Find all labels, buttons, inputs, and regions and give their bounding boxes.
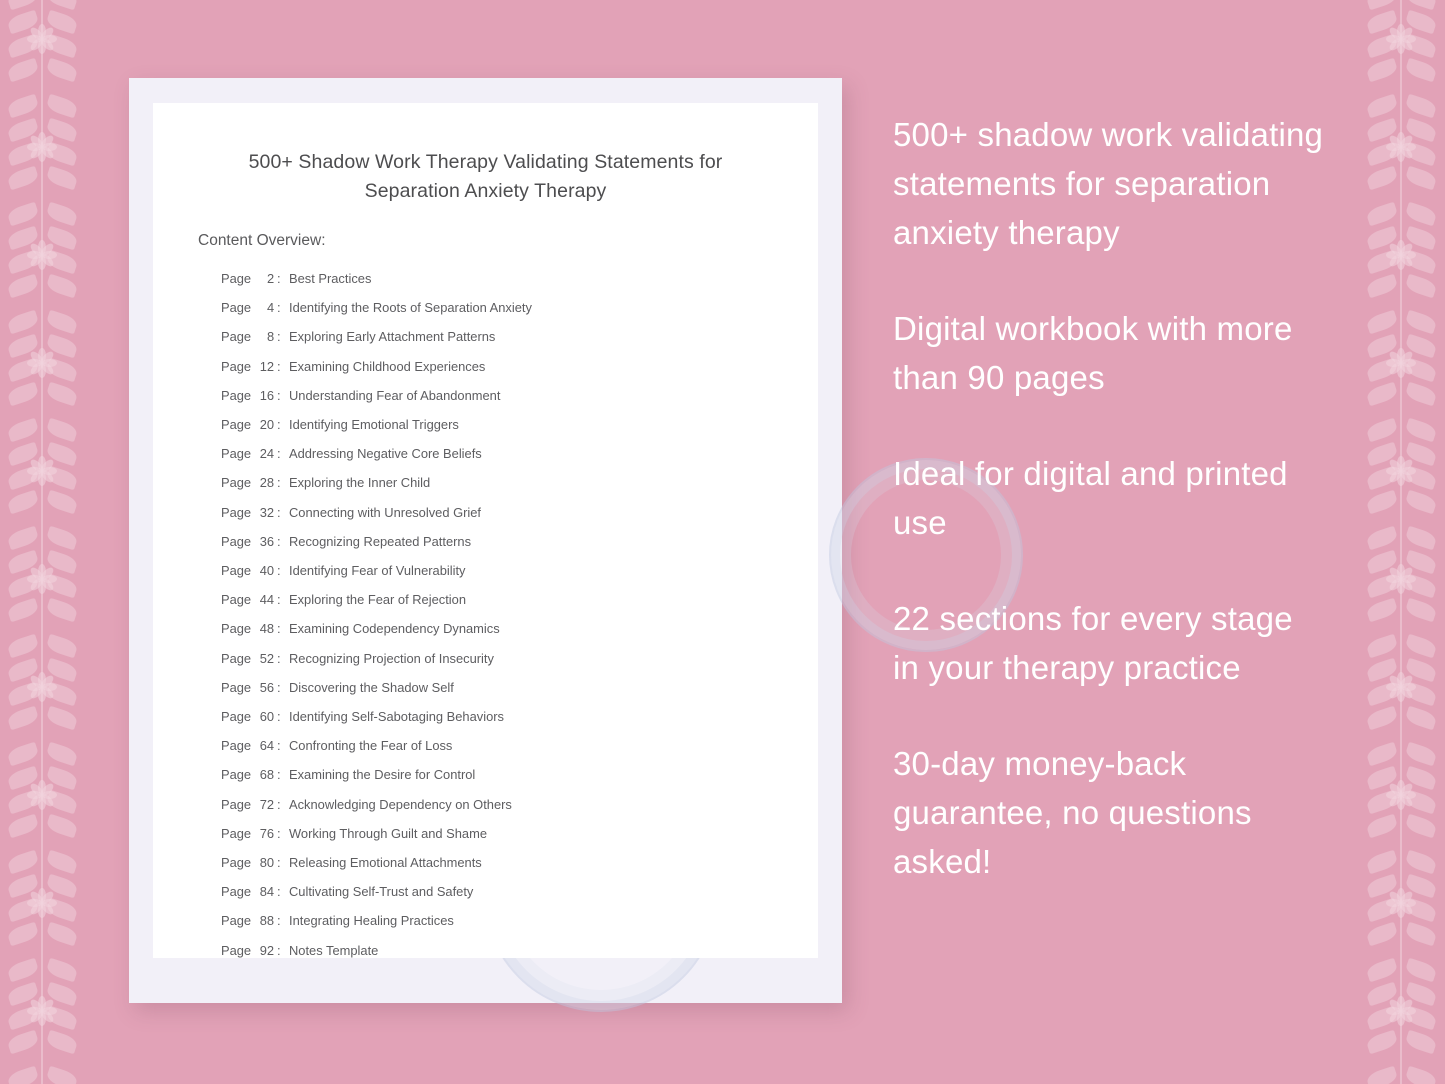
toc-page-word xyxy=(221,439,277,468)
toc-separator: : xyxy=(277,592,281,608)
toc-section-title: Releasing Emotional Attachments xyxy=(289,855,482,871)
toc-separator: : xyxy=(277,417,281,433)
toc-entry xyxy=(153,819,818,848)
floral-sprig-icon xyxy=(0,196,86,304)
content-overview-label: Content Overview: xyxy=(198,232,326,249)
floral-sprig-icon xyxy=(1359,304,1445,412)
toc-section-title: Confronting the Fear of Loss xyxy=(289,738,453,754)
toc-section-title: Addressing Negative Core Beliefs xyxy=(289,446,482,462)
floral-border-right xyxy=(1359,0,1445,1084)
toc-page-word xyxy=(221,468,277,497)
toc-entry xyxy=(153,352,818,381)
toc-page-label: Page xyxy=(221,621,252,637)
floral-sprig-icon xyxy=(1359,952,1445,1060)
toc-entry xyxy=(153,381,818,410)
toc-entry xyxy=(153,322,818,351)
toc-page-number: 60 xyxy=(259,709,275,725)
toc-page-label: Page xyxy=(221,563,252,579)
floral-sprig-icon xyxy=(0,88,86,196)
toc-page-number: 80 xyxy=(259,855,275,871)
toc-page-label: Page xyxy=(221,387,252,403)
toc-separator: : xyxy=(277,504,281,520)
toc-page-word xyxy=(221,790,277,819)
toc-page-word xyxy=(221,906,277,935)
toc-entry xyxy=(153,293,818,322)
promo-line: Digital workbook with more than 90 pages xyxy=(893,310,1293,396)
toc-entry xyxy=(153,585,818,614)
floral-sprig-icon xyxy=(1359,1060,1445,1084)
toc-entry xyxy=(153,673,818,702)
toc-section-title: Exploring Early Attachment Patterns xyxy=(289,329,496,345)
document-page xyxy=(153,103,818,958)
toc-page-label: Page xyxy=(221,913,252,929)
promo-line: 30-day money-back guarantee, no questions asked! xyxy=(893,745,1252,880)
toc-separator: : xyxy=(277,767,281,783)
toc-page-number: 12 xyxy=(259,358,275,374)
toc-separator: : xyxy=(277,942,281,958)
toc-entry xyxy=(153,410,818,439)
toc-entry xyxy=(153,527,818,556)
toc-entry xyxy=(153,936,818,965)
toc-page-word xyxy=(221,352,277,381)
toc-entry xyxy=(153,790,818,819)
toc-page-number: 52 xyxy=(259,650,275,666)
toc-section-title: Examining the Desire for Control xyxy=(289,767,476,783)
toc-section-title: Connecting with Unresolved Grief xyxy=(289,504,482,520)
toc-page-word xyxy=(221,644,277,673)
toc-page-word xyxy=(221,702,277,731)
table-of-contents xyxy=(153,250,818,965)
toc-page-label: Page xyxy=(221,942,252,958)
toc-page-word xyxy=(221,760,277,789)
toc-entry xyxy=(153,644,818,673)
toc-page-label: Page xyxy=(221,358,252,374)
floral-sprig-icon xyxy=(0,520,86,628)
floral-sprig-icon xyxy=(1359,520,1445,628)
toc-entry xyxy=(153,468,818,497)
toc-section-title: Recognizing Projection of Insecurity xyxy=(289,650,494,666)
floral-sprig-icon xyxy=(1359,0,1445,88)
promo-text-column xyxy=(893,110,1325,886)
toc-page-number: 20 xyxy=(259,417,275,433)
toc-page-label: Page xyxy=(221,592,252,608)
toc-page-number: 88 xyxy=(259,913,275,929)
floral-sprig-icon xyxy=(1359,628,1445,736)
toc-separator: : xyxy=(277,329,281,345)
toc-separator: : xyxy=(277,387,281,403)
toc-page-word xyxy=(221,410,277,439)
toc-page-number: 92 xyxy=(259,942,275,958)
toc-page-number: 36 xyxy=(259,533,275,549)
floral-sprig-icon xyxy=(0,0,86,88)
toc-page-label: Page xyxy=(221,446,252,462)
toc-page-label: Page xyxy=(221,855,252,871)
toc-page-word xyxy=(221,936,277,965)
promo-line: 500+ shadow work validating statements for separation anxiety therapy xyxy=(893,116,1324,251)
toc-page-number: 68 xyxy=(259,767,275,783)
toc-page-label: Page xyxy=(221,300,252,316)
toc-page-word xyxy=(221,381,277,410)
floral-sprig-icon xyxy=(0,844,86,952)
floral-sprig-icon xyxy=(1359,412,1445,520)
toc-separator: : xyxy=(277,796,281,812)
toc-page-number: 84 xyxy=(259,884,275,900)
toc-page-number: 32 xyxy=(259,504,275,520)
floral-sprig-icon xyxy=(1359,88,1445,196)
floral-sprig-icon xyxy=(0,952,86,1060)
toc-page-number: 48 xyxy=(259,621,275,637)
toc-page-label: Page xyxy=(221,650,252,666)
toc-section-title: Cultivating Self-Trust and Safety xyxy=(289,884,474,900)
promo-line: 22 sections for every stage in your therapy practice xyxy=(893,600,1293,686)
toc-entry xyxy=(153,498,818,527)
toc-separator: : xyxy=(277,913,281,929)
toc-page-word xyxy=(221,673,277,702)
toc-page-label: Page xyxy=(221,329,252,345)
toc-page-label: Page xyxy=(221,796,252,812)
toc-separator: : xyxy=(277,621,281,637)
toc-section-title: Integrating Healing Practices xyxy=(289,913,454,929)
toc-page-number: 8 xyxy=(266,329,275,345)
toc-entry xyxy=(153,556,818,585)
toc-separator: : xyxy=(277,825,281,841)
toc-separator: : xyxy=(277,884,281,900)
toc-page-label: Page xyxy=(221,504,252,520)
toc-page-word xyxy=(221,877,277,906)
floral-border-left xyxy=(0,0,86,1084)
document-card xyxy=(129,78,842,1003)
toc-page-word xyxy=(221,322,277,351)
toc-entry xyxy=(153,906,818,935)
toc-section-title: Understanding Fear of Abandonment xyxy=(289,387,501,403)
floral-sprig-icon xyxy=(0,412,86,520)
toc-page-label: Page xyxy=(221,475,252,491)
floral-sprig-icon xyxy=(0,736,86,844)
toc-section-title: Acknowledging Dependency on Others xyxy=(289,796,512,812)
floral-sprig-icon xyxy=(1359,196,1445,304)
toc-separator: : xyxy=(277,533,281,549)
toc-separator: : xyxy=(277,271,281,286)
floral-sprig-icon xyxy=(1359,736,1445,844)
toc-section-title: Identifying Fear of Vulnerability xyxy=(289,563,466,579)
toc-page-word xyxy=(221,498,277,527)
toc-separator: : xyxy=(277,679,281,695)
toc-entry xyxy=(153,614,818,643)
toc-section-title: Exploring the Inner Child xyxy=(289,475,431,491)
toc-page-number: 76 xyxy=(259,825,275,841)
toc-section-title: Identifying the Roots of Separation Anxiety xyxy=(289,300,532,316)
toc-separator: : xyxy=(277,475,281,491)
toc-section-title: Examining Childhood Experiences xyxy=(289,358,486,374)
toc-page-number: 40 xyxy=(259,563,275,579)
toc-page-number: 64 xyxy=(259,738,275,754)
toc-separator: : xyxy=(277,563,281,579)
floral-sprig-icon xyxy=(0,1060,86,1084)
toc-page-word xyxy=(221,731,277,760)
toc-page-label: Page xyxy=(221,767,252,783)
toc-page-word xyxy=(221,585,277,614)
toc-separator: : xyxy=(277,446,281,462)
toc-entry xyxy=(153,702,818,731)
toc-page-number: 4 xyxy=(266,300,275,316)
promo-line: Ideal for digital and printed use xyxy=(893,455,1288,541)
toc-page-label: Page xyxy=(221,709,252,725)
toc-section-title: Identifying Self-Sabotaging Behaviors xyxy=(289,709,504,725)
toc-separator: : xyxy=(277,738,281,754)
floral-sprig-icon xyxy=(0,628,86,736)
toc-section-title: Discovering the Shadow Self xyxy=(289,679,454,695)
toc-entry xyxy=(153,877,818,906)
toc-page-label: Page xyxy=(221,884,252,900)
toc-page-label: Page xyxy=(221,825,252,841)
toc-separator: : xyxy=(277,855,281,871)
toc-page-word xyxy=(221,614,277,643)
toc-entry xyxy=(153,264,818,293)
toc-page-label: Page xyxy=(221,271,252,286)
floral-sprig-icon xyxy=(0,304,86,412)
toc-page-number: 2 xyxy=(266,271,275,286)
toc-page-label: Page xyxy=(221,738,252,754)
toc-section-title: Working Through Guilt and Shame xyxy=(289,825,488,841)
toc-section-title: Exploring the Fear of Rejection xyxy=(289,592,466,608)
toc-page-number: 56 xyxy=(259,679,275,695)
floral-sprig-icon xyxy=(1359,844,1445,952)
toc-page-label: Page xyxy=(221,533,252,549)
toc-page-word xyxy=(221,264,277,293)
toc-entry xyxy=(153,731,818,760)
toc-page-word xyxy=(221,848,277,877)
toc-page-word xyxy=(221,556,277,585)
toc-page-word xyxy=(221,527,277,556)
toc-separator: : xyxy=(277,650,281,666)
toc-entry xyxy=(153,848,818,877)
toc-section-title: Examining Codependency Dynamics xyxy=(289,621,500,637)
toc-page-word xyxy=(221,293,277,322)
toc-section-title: Identifying Emotional Triggers xyxy=(289,417,459,433)
toc-section-title: Notes Template xyxy=(289,942,379,958)
toc-page-number: 44 xyxy=(259,592,275,608)
toc-page-number: 24 xyxy=(259,446,275,462)
toc-entry xyxy=(153,439,818,468)
toc-separator: : xyxy=(277,358,281,374)
toc-separator: : xyxy=(277,709,281,725)
page-title: 500+ Shadow Work Therapy Validating Statements for Separation Anxiety Therapy xyxy=(248,151,723,202)
toc-page-label: Page xyxy=(221,417,252,433)
toc-page-label: Page xyxy=(221,679,252,695)
toc-page-number: 16 xyxy=(259,387,275,403)
toc-page-number: 28 xyxy=(259,475,275,491)
toc-section-title: Best Practices xyxy=(289,271,372,286)
toc-page-number: 72 xyxy=(259,796,275,812)
toc-separator: : xyxy=(277,300,281,316)
toc-page-word xyxy=(221,819,277,848)
toc-section-title: Recognizing Repeated Patterns xyxy=(289,533,472,549)
toc-entry xyxy=(153,760,818,789)
